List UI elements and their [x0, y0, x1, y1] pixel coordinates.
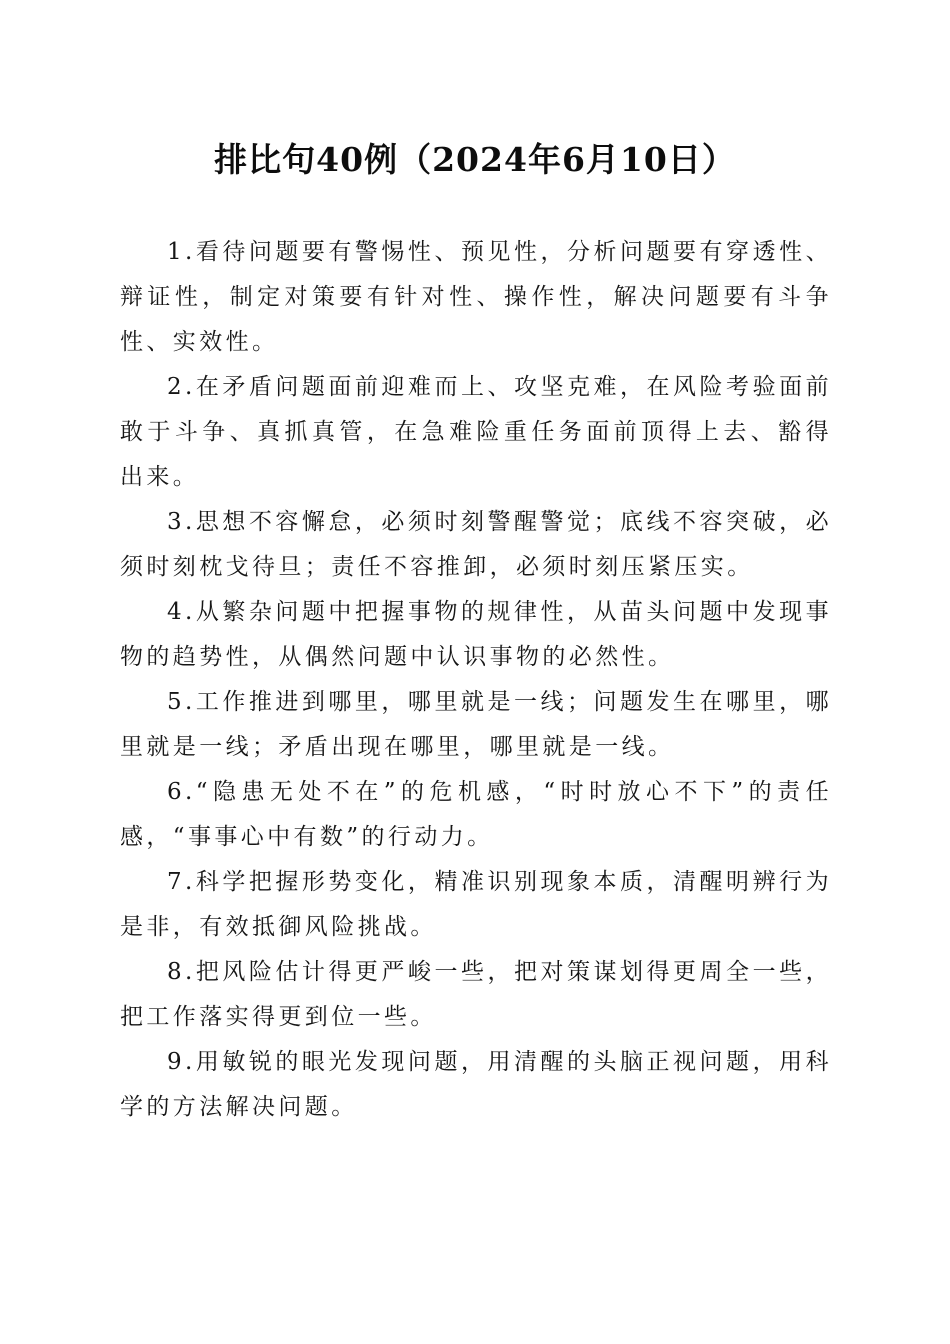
paragraph-9: 9.用敏锐的眼光发现问题，用清醒的头脑正视问题，用科学的方法解决问题。 [120, 1049, 832, 1120]
paragraph-7: 7.科学把握形势变化，精准识别现象本质，清醒明辨行为是非，有效抵御风险挑战。 [120, 869, 832, 940]
document-title: 排比句40例（2024年6月10日） [214, 140, 736, 179]
paragraph-6: 6.“隐患无处不在”的危机感，“时时放心不下”的责任感，“事事心中有数”的行动力。 [120, 779, 832, 850]
paragraph-2: 2.在矛盾问题面前迎难而上、攻坚克难，在风险考验面前敢于斗争、真抓真管，在急难险重任务面前顶得上去、豁得出来。 [120, 374, 832, 490]
paragraph-1: 1.看待问题要有警惕性、预见性，分析问题要有穿透性、辩证性，制定对策要有针对性、操作性，解决问题要有斗争性、实效性。 [120, 239, 832, 355]
paragraph-8: 8.把风险估计得更严峻一些，把对策谋划得更周全一些，把工作落实得更到位一些。 [120, 959, 832, 1030]
paragraph-4: 4.从繁杂问题中把握事物的规律性，从苗头问题中发现事物的趋势性，从偶然问题中认识事物的必然性。 [120, 599, 832, 670]
document-body [120, 230, 832, 1130]
paragraph-3: 3.思想不容懈怠，必须时刻警醒警觉；底线不容突破，必须时刻枕戈待旦；责任不容推卸，必须时刻压紧压实。 [120, 509, 832, 580]
paragraph-5: 5.工作推进到哪里，哪里就是一线；问题发生在哪里，哪里就是一线；矛盾出现在哪里，哪里就是一线。 [120, 689, 832, 760]
